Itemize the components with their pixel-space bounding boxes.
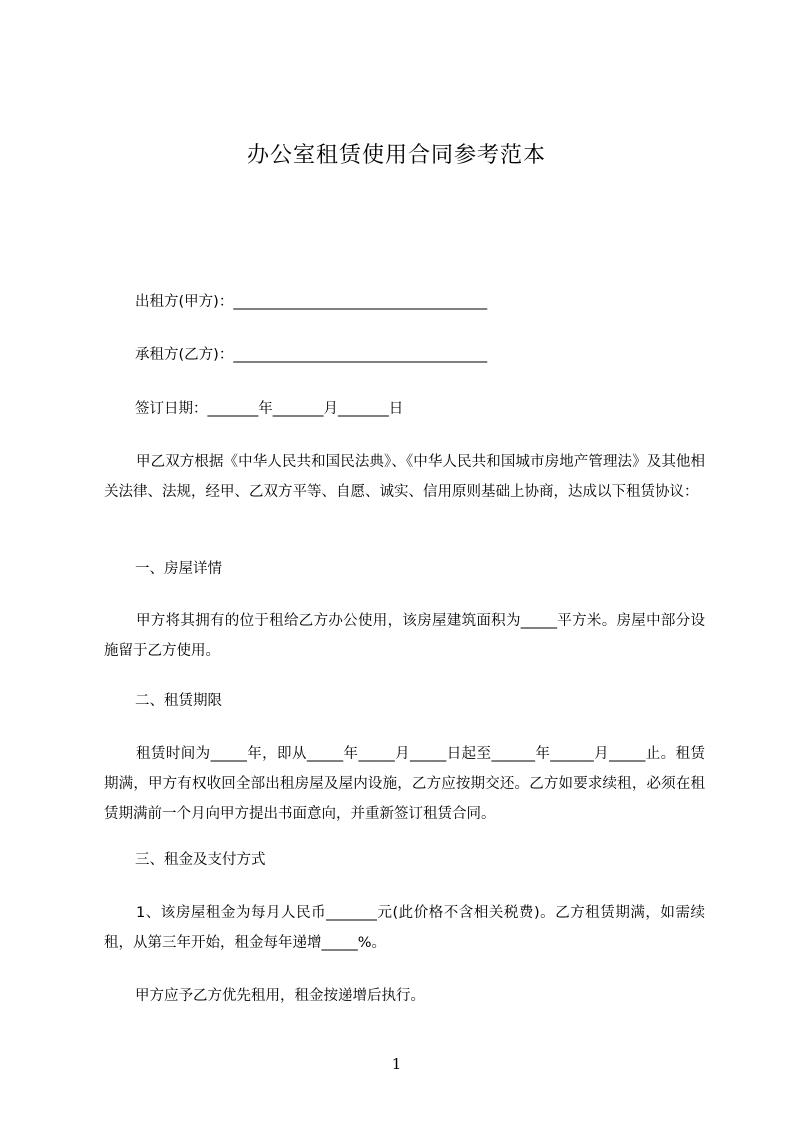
intro-paragraph: 甲乙双方根据《中华人民共和国民法典》、《中华人民共和国城市房地产管理法》及其他相关法律、法规，经甲、乙双方平等、自愿、诚实、信用原则基础上协商，达成以下租赁协议：: [104, 454, 705, 500]
sign-date-line: 签订日期：_______年_______月_______日: [135, 401, 404, 417]
term-paragraph: 租赁时间为_____年，即从_____年_____月_____日起至______年______月_____止。租赁期满，甲方有权收回全部出租房屋及屋内设施，乙方应按期交还。乙方如要求续租，必须在租赁期满前一个月向甲方提出书面意向，并重新签订租赁合同。: [104, 746, 705, 822]
document-title: 办公室租赁使用合同参考范本: [246, 143, 546, 168]
lessor-line: 出租方(甲方)：___________________________________: [135, 294, 488, 310]
section-heading-term: 二、租赁期限: [135, 693, 222, 709]
lessee-line: 承租方(乙方)：___________________________________: [135, 347, 488, 363]
property-paragraph: 甲方将其拥有的位于租给乙方办公使用，该房屋建筑面积为_____平方米。房屋中部分设施留于乙方使用。: [104, 613, 705, 659]
rent-clause-1: 1、该房屋租金为每月人民币_______元(此价格不含相关税费)。乙方租赁期满，如需续租，从第三年开始，租金每年递增_____%。: [104, 905, 705, 951]
section-heading-rent: 三、租金及支付方式: [135, 852, 266, 868]
section-heading-property: 一、房屋详情: [135, 561, 222, 577]
rent-clause-2: 甲方应予乙方优先租用，租金按递增后执行。: [135, 988, 425, 1004]
page-number: 1: [391, 1055, 402, 1073]
